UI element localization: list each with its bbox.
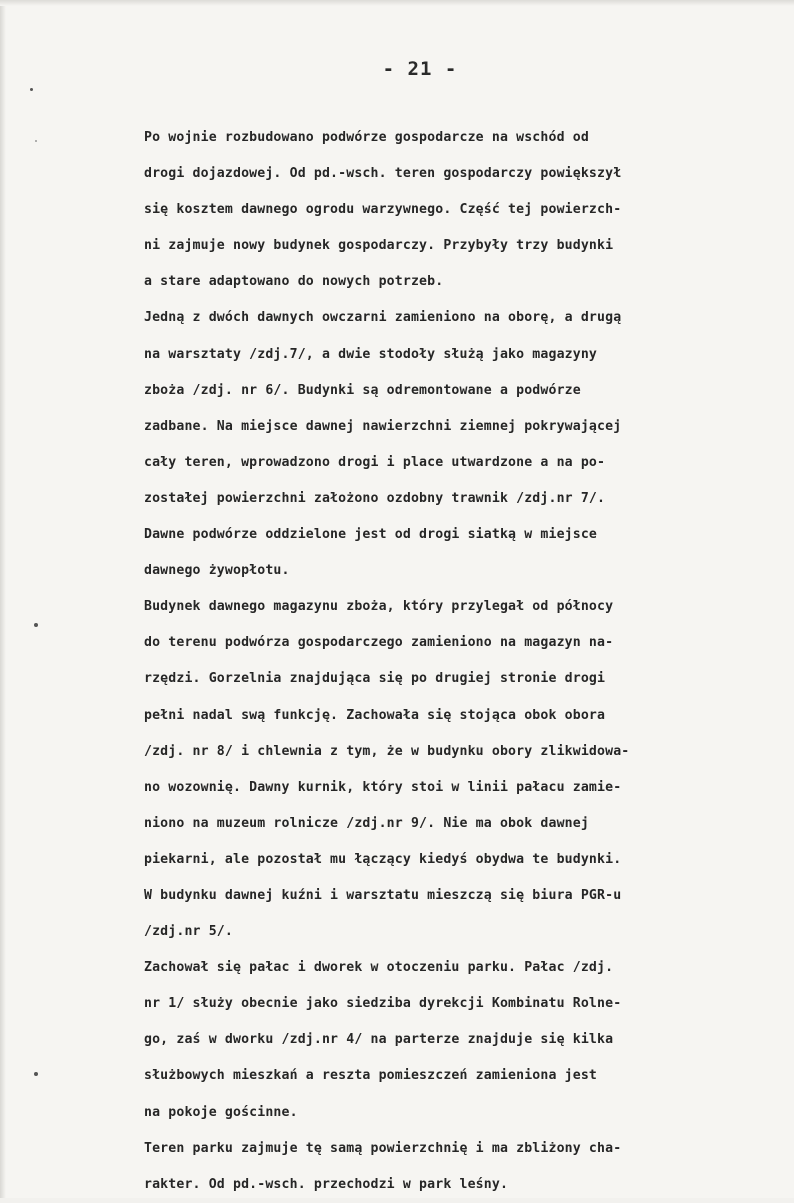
- text-line: Zachował się pałac i dworek w otoczeniu parku. Pałac /zdj.: [144, 960, 614, 976]
- text-line: służbowych mieszkań a reszta pomieszczeń zamieniona jest: [144, 1068, 598, 1084]
- text-line: Jedną z dwóch dawnych owczarni zamieniono na oborę, a drugą: [144, 310, 622, 326]
- text-line: Dawne podwórze oddzielone jest od drogi siatką w miejsce: [144, 527, 598, 543]
- text-line: piekarni, ale pozostał mu łączący kiedyś obydwa te budynki.: [144, 851, 622, 867]
- text-line: Teren parku zajmuje tę samą powierzchnię i ma zbliżony cha-: [144, 1140, 622, 1156]
- text-line: /zdj. nr 8/ i chlewnia z tym, że w budynku obory zlikwidowa-: [144, 743, 630, 759]
- text-line: go, zaś w dworku /zdj.nr 4/ na parterze znajduje się kilka: [144, 1032, 614, 1048]
- text-line: Po wojnie rozbudowano podwórze gospodarcze na wschód od: [144, 130, 589, 145]
- text-line: na warsztaty /zdj.7/, a dwie stodoły służą jako magazyny: [144, 346, 598, 362]
- text-line: Budynek dawnego magazynu zboża, który przylegał od północy: [144, 599, 614, 615]
- text-line: rakter. Od pd.-wsch. przechodzi w park leśny.: [144, 1176, 509, 1192]
- text-line: się kosztem dawnego ogrodu warzywnego. Część tej powierzch-: [144, 202, 622, 218]
- text-line: /zdj.nr 5/.: [144, 924, 233, 940]
- text-line: na pokoje gościnne.: [144, 1104, 298, 1120]
- scan-speck: [35, 140, 37, 142]
- scan-speck: [34, 1072, 38, 1076]
- text-line: pełni nadal swą funkcję. Zachowała się stojąca obok obora: [144, 707, 606, 723]
- scan-edge-top: [0, 0, 794, 6]
- scan-speck: [34, 623, 38, 627]
- scan-speck: [30, 88, 33, 91]
- text-line: no wozownię. Dawny kurnik, który stoi w linii pałacu zamie-: [144, 779, 622, 795]
- text-line: ni zajmuje nowy budynek gospodarczy. Przybyły trzy budynki: [144, 238, 614, 254]
- body-text: [144, 120, 784, 1203]
- text-line: cały teren, wprowadzono drogi i place utwardzone a na po-: [144, 454, 606, 470]
- text-line: dawnego żywopłotu.: [144, 563, 290, 579]
- text-line: niono na muzeum rolnicze /zdj.nr 9/. Nie ma obok dawnej: [144, 815, 589, 831]
- text-line: W budynku dawnej kuźni i warsztatu mieszczą się biura PGR-u: [144, 887, 622, 903]
- scan-edge-left: [0, 0, 6, 1198]
- text-line: do terenu podwórza gospodarczego zamieniono na magazyn na-: [144, 635, 614, 651]
- text-line: zadbane. Na miejsce dawnej nawierzchni ziemnej pokrywającej: [144, 418, 622, 434]
- text-line: rzędzi. Gorzelnia znajdująca się po drugiej stronie drogi: [144, 671, 606, 687]
- page-number: - 21 -: [382, 58, 458, 80]
- text-line: zboża /zdj. nr 6/. Budynki są odremontowane a podwórze: [144, 382, 581, 398]
- text-line: drogi dojazdowej. Od pd.-wsch. teren gospodarczy powiększył: [144, 166, 622, 182]
- text-line: a stare adaptowano do nowych potrzeb.: [144, 274, 444, 290]
- text-line: zostałej powierzchni założono ozdobny trawnik /zdj.nr 7/.: [144, 490, 606, 506]
- text-line: nr 1/ służy obecnie jako siedziba dyrekcji Kombinatu Rolne-: [144, 996, 622, 1012]
